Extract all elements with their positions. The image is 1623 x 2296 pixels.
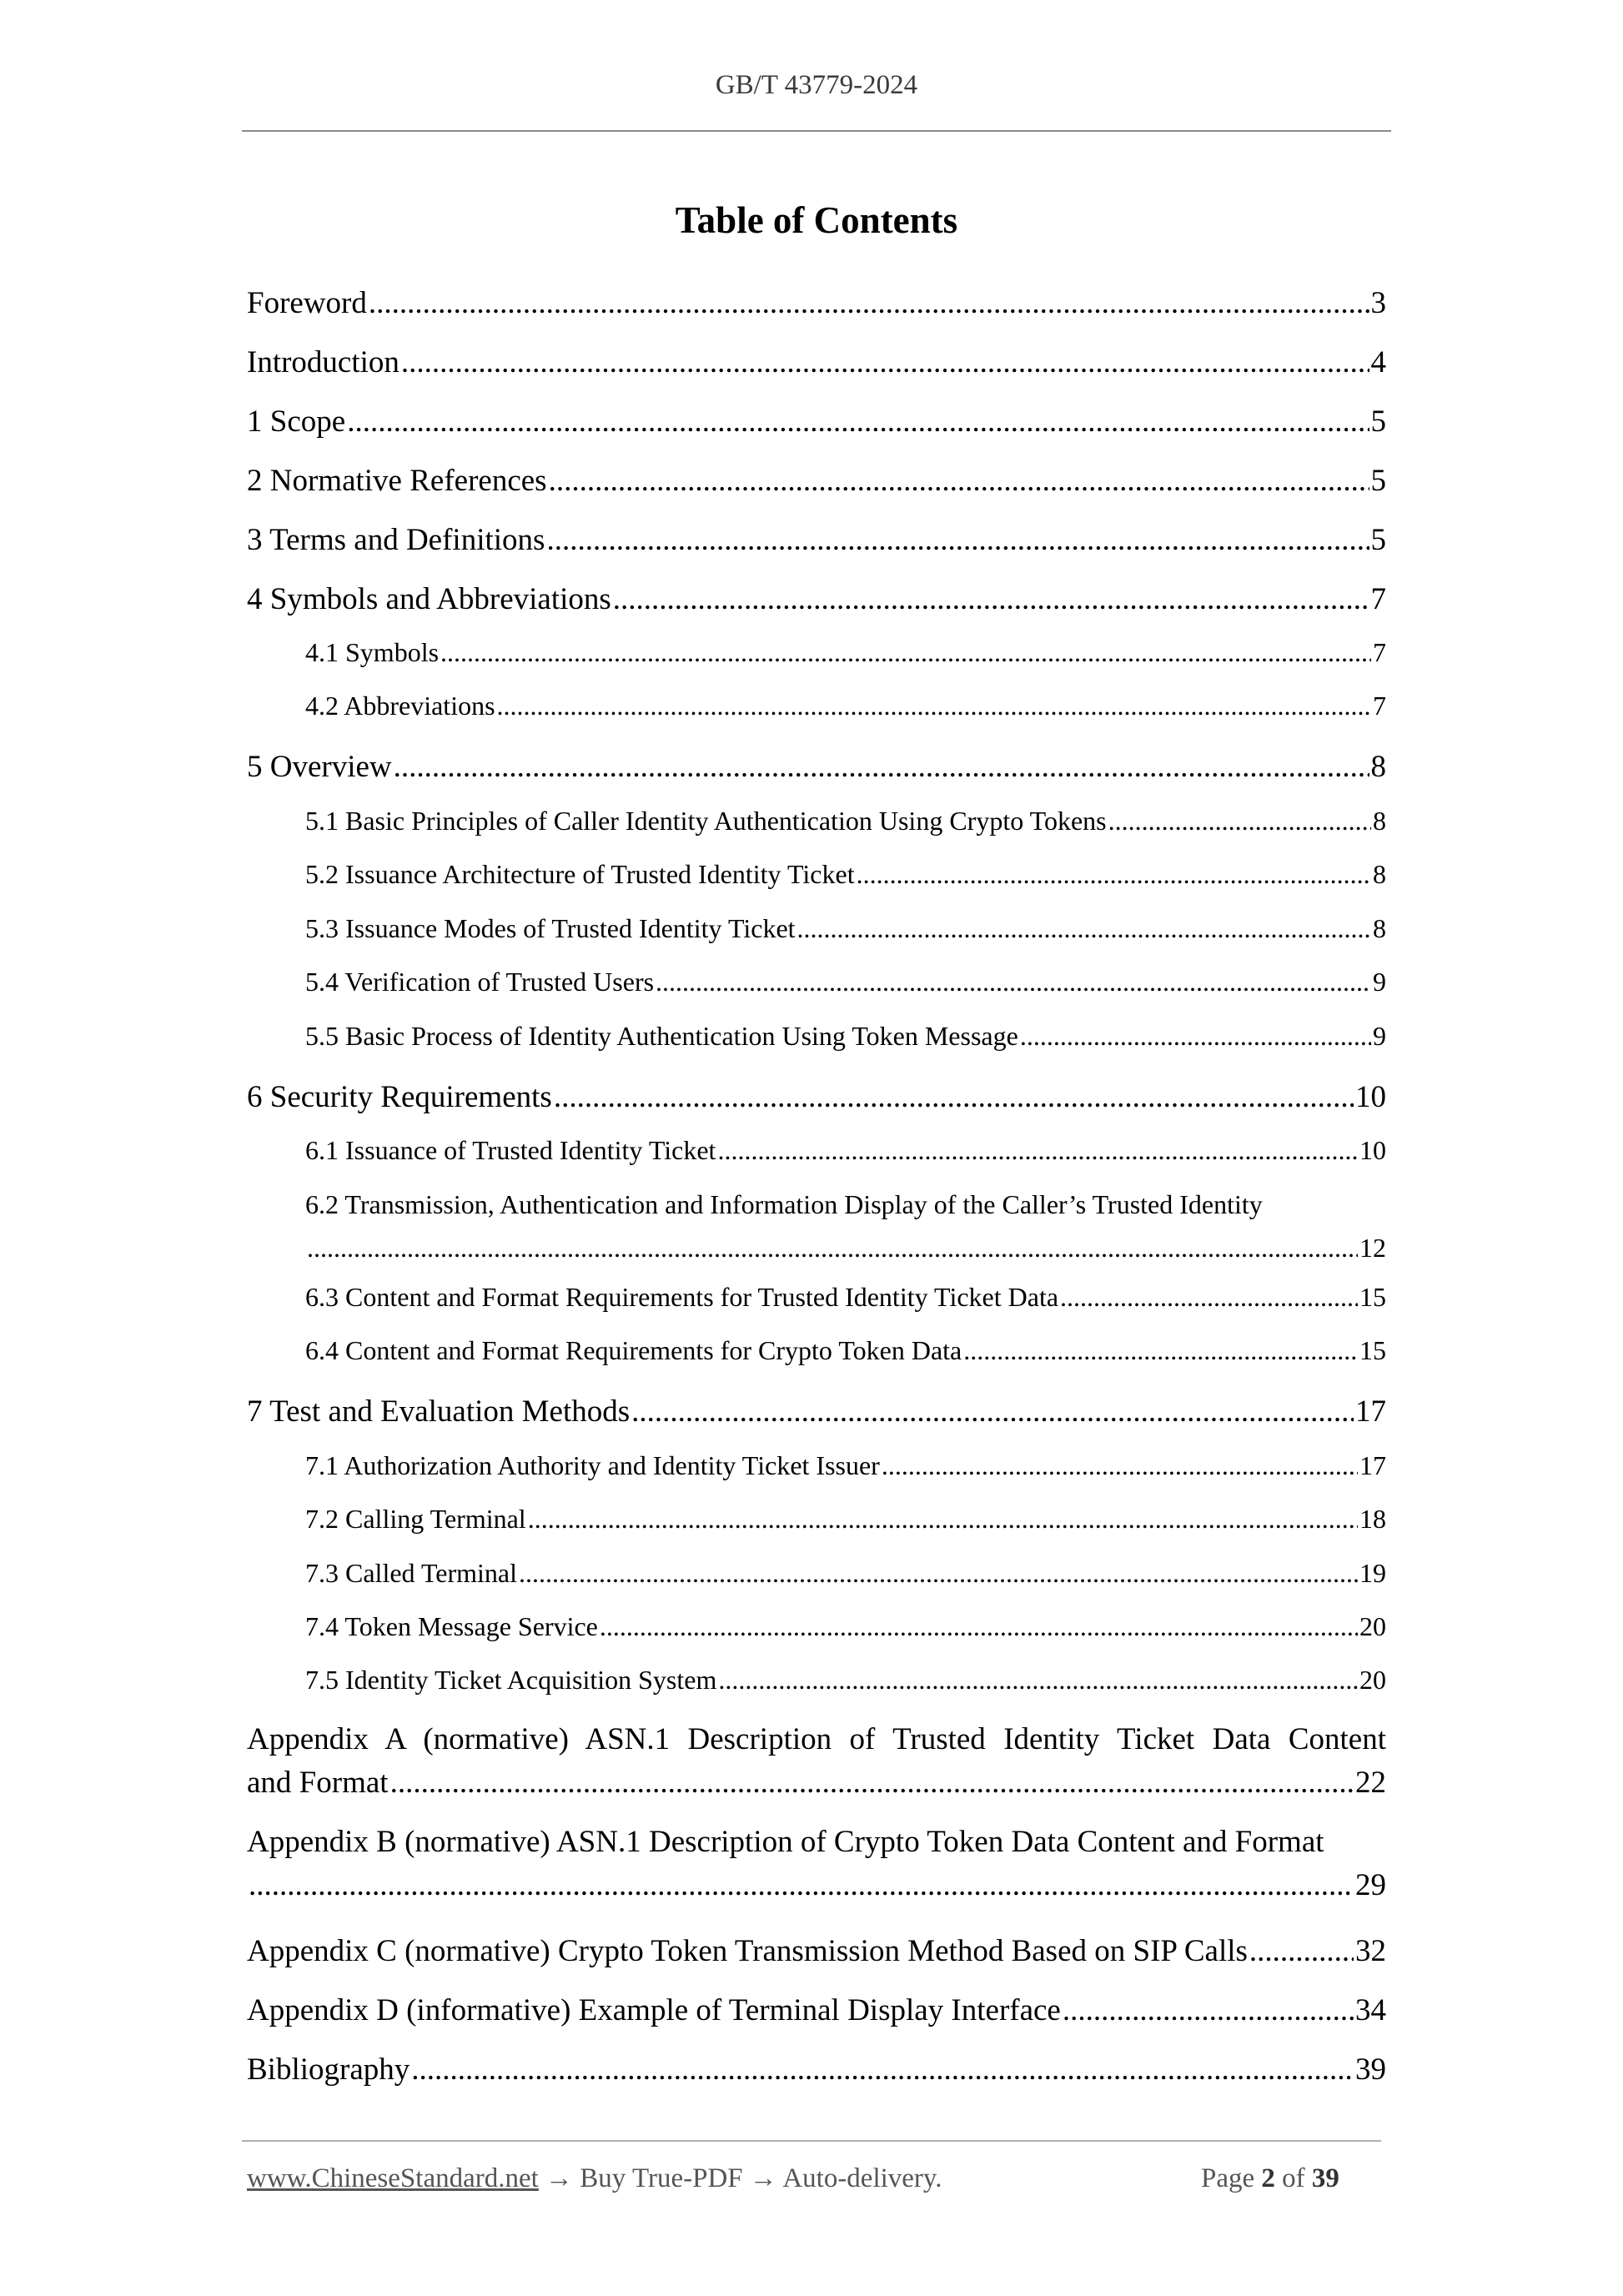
toc-page: 8 [1373, 913, 1386, 943]
toc-page: 15 [1359, 1282, 1386, 1312]
toc-entry-appendix-b[interactable] [247, 1821, 1386, 1907]
toc-leader [882, 1450, 1358, 1481]
toc-entry-5-3[interactable] [305, 913, 1386, 944]
running-header: GB/T 43779-2024 [715, 70, 918, 100]
site-link[interactable]: www.ChineseStandard.net [247, 2163, 539, 2193]
toc-leader [369, 285, 1369, 321]
toc-leader [1063, 1992, 1354, 2028]
toc-entry-normative-references[interactable] [247, 463, 1386, 499]
toc-entry-7-3[interactable] [305, 1558, 1386, 1589]
toc-leader [613, 581, 1369, 617]
toc-leader [656, 967, 1371, 997]
toc-entry-appendix-c[interactable] [247, 1933, 1386, 1969]
toc-label: 2 Normative References [247, 464, 547, 498]
toc-leader [401, 344, 1369, 380]
toc-page: 34 [1355, 1993, 1386, 2027]
toc-page: 20 [1359, 1665, 1386, 1695]
toc-label: 7.4 Token Message Service [305, 1611, 598, 1641]
toc-page: 18 [1359, 1504, 1386, 1534]
page-number [1201, 2163, 1339, 2194]
toc-label: 4.1 Symbols [305, 637, 440, 667]
toc-page: 3 [1370, 286, 1386, 320]
toc-entry-scope[interactable] [247, 404, 1386, 440]
toc-leader [1108, 806, 1371, 837]
toc-page: 5 [1370, 404, 1386, 439]
toc-entry-6-2[interactable] [305, 1183, 1386, 1269]
page-word: Page [1201, 2163, 1255, 2193]
toc-label: 6.4 Content and Format Requirements for Crypto Token Data [305, 1335, 962, 1365]
toc-label: 7 Test and Evaluation Methods [247, 1394, 631, 1429]
page-total: 39 [1311, 2163, 1339, 2193]
toc-label: 3 Terms and Definitions [247, 523, 545, 557]
toc-entry-symbols-abbreviations[interactable] [247, 581, 1386, 617]
toc-leader [1020, 1021, 1371, 1052]
toc-label: 6.1 Issuance of Trusted Identity Ticket [305, 1135, 716, 1165]
toc-label: 5.3 Issuance Modes of Trusted Identity Ticket [305, 913, 796, 943]
toc-leader [963, 1335, 1358, 1366]
toc-label: Appendix C (normative) Crypto Token Transmission Method Based on SIP Calls [247, 1934, 1248, 1968]
toc-entry-4-2[interactable] [305, 691, 1386, 721]
toc-entry-bibliography[interactable] [247, 2052, 1386, 2088]
toc-leader-row [247, 1761, 1386, 1805]
auto-delivery-text: Auto-delivery. [782, 2163, 942, 2193]
toc-entry-7-1[interactable] [305, 1450, 1386, 1481]
toc-page: 17 [1359, 1450, 1386, 1480]
toc-entry-7-5[interactable] [305, 1665, 1386, 1696]
toc-page: 17 [1355, 1394, 1386, 1429]
toc-leader [857, 859, 1371, 890]
toc-label: Appendix B (normative) ASN.1 Description of Crypto Token Data Content and Format [247, 1825, 1324, 1859]
header-rule [242, 130, 1391, 132]
toc-entry-appendix-d[interactable] [247, 1992, 1386, 2028]
toc-entry-5-1[interactable] [305, 806, 1386, 837]
arrow-right-icon: → [545, 2163, 574, 2193]
toc-page: 32 [1355, 1934, 1386, 1968]
toc-page: 8 [1373, 859, 1386, 889]
toc-page: 22 [1355, 1766, 1386, 1800]
toc-leader [390, 1761, 1354, 1805]
toc-entry-6-4[interactable] [305, 1335, 1386, 1366]
toc-leader [394, 749, 1369, 785]
toc-page: 39 [1355, 2052, 1386, 2087]
toc-leader [717, 1135, 1358, 1166]
toc-label: 5.5 Basic Process of Identity Authentication Using Token Message [305, 1021, 1018, 1051]
toc-entry-security-requirements[interactable] [247, 1079, 1386, 1115]
toc-leader [249, 1864, 1354, 1907]
toc-leader [347, 404, 1369, 440]
toc-label: Introduction [247, 345, 399, 379]
toc-leader [497, 691, 1371, 721]
toc-page: 12 [1359, 1233, 1386, 1263]
toc-page: 8 [1373, 806, 1386, 836]
toc-entry-terms-definitions[interactable] [247, 522, 1386, 558]
toc-entry-7-4[interactable] [305, 1611, 1386, 1642]
footer-rule [242, 2140, 1381, 2142]
toc-label: Appendix A (normative) ASN.1 Description of Trusted Identity Ticket Data Content [247, 1722, 1386, 1756]
toc-leader-row [305, 1226, 1386, 1269]
of-word: of [1282, 2163, 1305, 2193]
buy-text: Buy True-PDF [580, 2163, 743, 2193]
toc-label: 4.2 Abbreviations [305, 691, 495, 721]
toc-label: 5 Overview [247, 750, 392, 784]
toc-entry-test-evaluation[interactable] [247, 1394, 1386, 1429]
toc-entry-foreword[interactable] [247, 285, 1386, 321]
toc-leader [554, 1079, 1354, 1115]
toc-page: 9 [1373, 967, 1386, 997]
toc-leader [600, 1611, 1358, 1642]
toc-label: Bibliography [247, 2052, 410, 2087]
toc-page: 19 [1359, 1558, 1386, 1588]
toc-leader [440, 637, 1371, 668]
toc-page: 10 [1355, 1080, 1386, 1114]
toc-entry-5-4[interactable] [305, 967, 1386, 997]
toc-entry-overview[interactable] [247, 749, 1386, 785]
toc-leader [307, 1226, 1358, 1269]
toc-leader [1249, 1933, 1354, 1969]
toc-label: Foreword [247, 286, 367, 320]
toc-page: 20 [1359, 1611, 1386, 1641]
toc-leader-row [247, 1864, 1386, 1907]
toc-entry-4-1[interactable] [305, 637, 1386, 668]
page-title: Table of Contents [675, 199, 958, 241]
toc-page: 5 [1370, 464, 1386, 498]
toc-page: 10 [1359, 1135, 1386, 1165]
toc-page: 29 [1355, 1868, 1386, 1902]
toc-entry-5-5[interactable] [305, 1021, 1386, 1052]
toc-label: 6 Security Requirements [247, 1080, 552, 1114]
toc-label: 6.3 Content and Format Requirements for Trusted Identity Ticket Data [305, 1282, 1059, 1312]
toc-label: 1 Scope [247, 404, 346, 439]
footer-promo [247, 2163, 942, 2194]
toc-page: 8 [1370, 750, 1386, 784]
toc-leader [797, 913, 1371, 944]
toc-leader [546, 522, 1369, 558]
toc-label: 5.2 Issuance Architecture of Trusted Identity Ticket [305, 859, 855, 889]
toc-label: Appendix D (informative) Example of Terminal Display Interface [247, 1993, 1061, 2027]
toc-leader [549, 463, 1369, 499]
toc-entry-6-3[interactable] [305, 1282, 1386, 1313]
toc-label: 5.1 Basic Principles of Caller Identity Authentication Using Crypto Tokens [305, 806, 1107, 836]
toc-leader [519, 1558, 1358, 1589]
toc-label: 6.2 Transmission, Authentication and Information Display of the Caller’s Trusted Identity [305, 1189, 1263, 1219]
toc-page: 15 [1359, 1335, 1386, 1365]
toc-label-cont: and Format [247, 1766, 389, 1800]
toc-label: 7.1 Authorization Authority and Identity Ticket Issuer [305, 1450, 880, 1480]
toc-leader [631, 1394, 1354, 1429]
toc-leader [1060, 1282, 1358, 1313]
toc-leader [718, 1665, 1358, 1696]
toc-page: 9 [1373, 1021, 1386, 1051]
toc-page: 7 [1373, 637, 1386, 667]
toc-leader [411, 2052, 1354, 2088]
page-current: 2 [1261, 2163, 1275, 2193]
toc-page: 5 [1370, 523, 1386, 557]
toc-entry-5-2[interactable] [305, 859, 1386, 890]
toc-label: 7.5 Identity Ticket Acquisition System [305, 1665, 717, 1695]
toc-label: 7.3 Called Terminal [305, 1558, 517, 1588]
toc-label: 4 Symbols and Abbreviations [247, 582, 611, 616]
arrow-right-icon: → [749, 2163, 777, 2193]
toc-entry-appendix-a[interactable] [247, 1718, 1386, 1805]
toc-page: 7 [1373, 691, 1386, 721]
toc-page: 4 [1370, 345, 1386, 379]
toc-entry-introduction[interactable] [247, 344, 1386, 380]
toc-page: 7 [1370, 582, 1386, 616]
toc-entry-7-2[interactable] [305, 1504, 1386, 1535]
toc-label: 7.2 Calling Terminal [305, 1504, 526, 1534]
toc-leader [528, 1504, 1358, 1535]
toc-entry-6-1[interactable] [305, 1135, 1386, 1166]
toc-label: 5.4 Verification of Trusted Users [305, 967, 655, 997]
